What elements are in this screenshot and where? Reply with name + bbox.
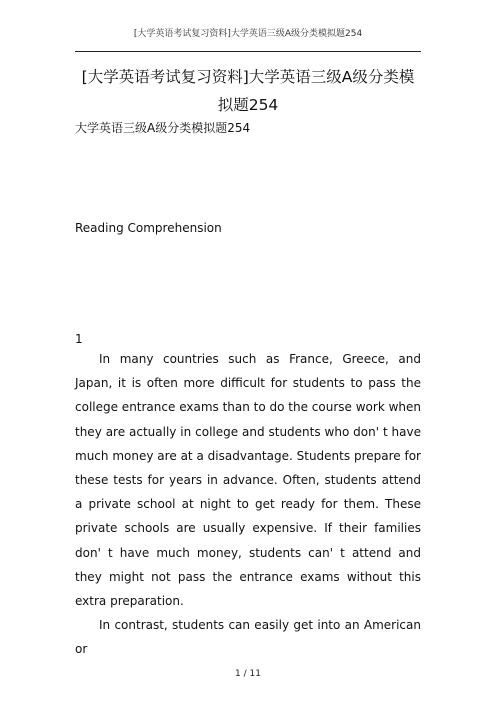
page-indicator: 1 / 11 <box>235 669 261 679</box>
document-subtitle: 大学英语三级A级分类模拟题254 <box>75 121 251 135</box>
passage-body <box>75 347 421 662</box>
running-header: [大学英语考试复习资料]大学英语三级A级分类模拟题254 <box>133 29 363 39</box>
document-title: [大学英语考试复习资料]大学英语三级A级分类模拟题254 <box>81 68 415 114</box>
header-divider <box>75 51 421 52</box>
question-number: 1 <box>75 332 83 346</box>
passage-paragraph: In contrast, students can easily get into an American or <box>75 618 421 657</box>
section-heading: Reading Comprehension <box>75 221 222 235</box>
passage-paragraph: In many countries such as France, Greece, and Japan, it is often more difficult for students to pass the college entrance exams than to do the course work when they are actually in college and students who don' t have much money are at a disadvantage. Students prepare for these tests for years in advance. Often, students attend a private school at night to get ready for them. These private schools are usually expensive. If their families don' t have much money, students can' t attend and they might not pass the entrance exams without this extra preparation. <box>75 352 421 609</box>
